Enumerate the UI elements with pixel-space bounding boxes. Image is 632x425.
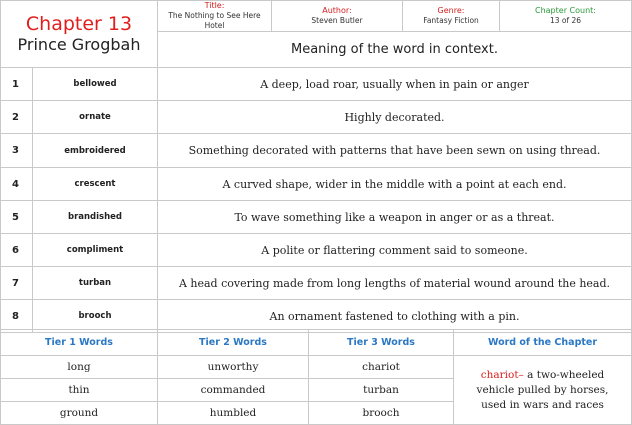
vocab-number: 2 [1, 101, 33, 134]
tier2-word: unworthy [158, 356, 309, 379]
word-of-chapter-word: chariot– [480, 368, 524, 381]
tier2-word: commanded [158, 379, 309, 402]
vocab-meaning: Highly decorated. [158, 101, 632, 134]
chapter-title: Prince Grogbah [17, 35, 141, 54]
tier2-heading: Tier 2 Words [158, 330, 309, 356]
vocab-word: embroidered [33, 134, 158, 168]
tier1-word: ground [1, 402, 158, 425]
vocab-word: compliment [33, 234, 158, 267]
book-title-value: The Nothing to See Here Hotel [168, 11, 261, 30]
tier3-word: brooch [309, 402, 454, 425]
word-of-chapter-definition: a two-wheeled vehicle pulled by horses, used in wars and races [476, 368, 609, 411]
vocab-number: 7 [1, 267, 33, 300]
vocab-meaning: Something decorated with patterns that have been sewn on using thread. [158, 134, 632, 168]
vocab-number: 4 [1, 168, 33, 201]
genre-cell [403, 1, 500, 32]
tier1-heading: Tier 1 Words [1, 330, 158, 356]
genre-value: Fantasy Fiction [423, 16, 479, 25]
tier3-word: chariot [309, 356, 454, 379]
vocab-meaning: A curved shape, wider in the middle with a point at each end. [158, 168, 632, 201]
chapter-number: Chapter 13 [25, 13, 133, 35]
vocab-row [1, 101, 632, 134]
tier-words-table [0, 329, 632, 425]
chapter-count-label: Chapter Count: [535, 6, 596, 15]
vocab-row [1, 267, 632, 300]
chapter-count-value: 13 of 26 [549, 16, 582, 25]
vocab-row [1, 68, 632, 101]
book-title-cell [158, 1, 272, 32]
vocab-meaning: A polite or flattering comment said to someone. [158, 234, 632, 267]
vocab-meaning: A deep, load roar, usually when in pain or anger [158, 68, 632, 101]
book-title-label: Title: [204, 1, 225, 10]
vocab-row [1, 134, 632, 168]
tier1-word: long [1, 356, 158, 379]
vocab-number: 5 [1, 201, 33, 234]
vocab-word: brandished [33, 201, 158, 234]
author-label: Author: [322, 6, 352, 15]
vocab-meaning: A head covering made from long lengths of material wound around the head. [158, 267, 632, 300]
vocab-word: bellowed [33, 68, 158, 101]
author-cell [272, 1, 403, 32]
vocab-word: ornate [33, 101, 158, 134]
vocab-meaning: An ornament fastened to clothing with a pin. [158, 300, 632, 333]
vocab-row [1, 201, 632, 234]
chapter-count-cell [500, 1, 632, 32]
author-value: Steven Butler [311, 16, 363, 25]
tier3-word: turban [309, 379, 454, 402]
word-of-chapter-heading: Word of the Chapter [454, 330, 632, 356]
meaning-heading: Meaning of the word in context. [158, 32, 632, 68]
vocab-number: 1 [1, 68, 33, 101]
vocab-number: 3 [1, 134, 33, 168]
vocab-number: 8 [1, 300, 33, 333]
tier3-heading: Tier 3 Words [309, 330, 454, 356]
tier2-word: humbled [158, 402, 309, 425]
vocab-word: brooch [33, 300, 158, 333]
vocab-number: 6 [1, 234, 33, 267]
vocab-row [1, 300, 632, 333]
vocab-word: crescent [33, 168, 158, 201]
vocab-meaning: To wave something like a weapon in anger or as a threat. [158, 201, 632, 234]
vocab-row [1, 168, 632, 201]
vocab-row [1, 234, 632, 267]
genre-label: Genre: [437, 6, 465, 15]
vocab-word: turban [33, 267, 158, 300]
chapter-heading-cell [1, 1, 158, 68]
tier1-word: thin [1, 379, 158, 402]
word-of-chapter-cell [454, 356, 632, 425]
